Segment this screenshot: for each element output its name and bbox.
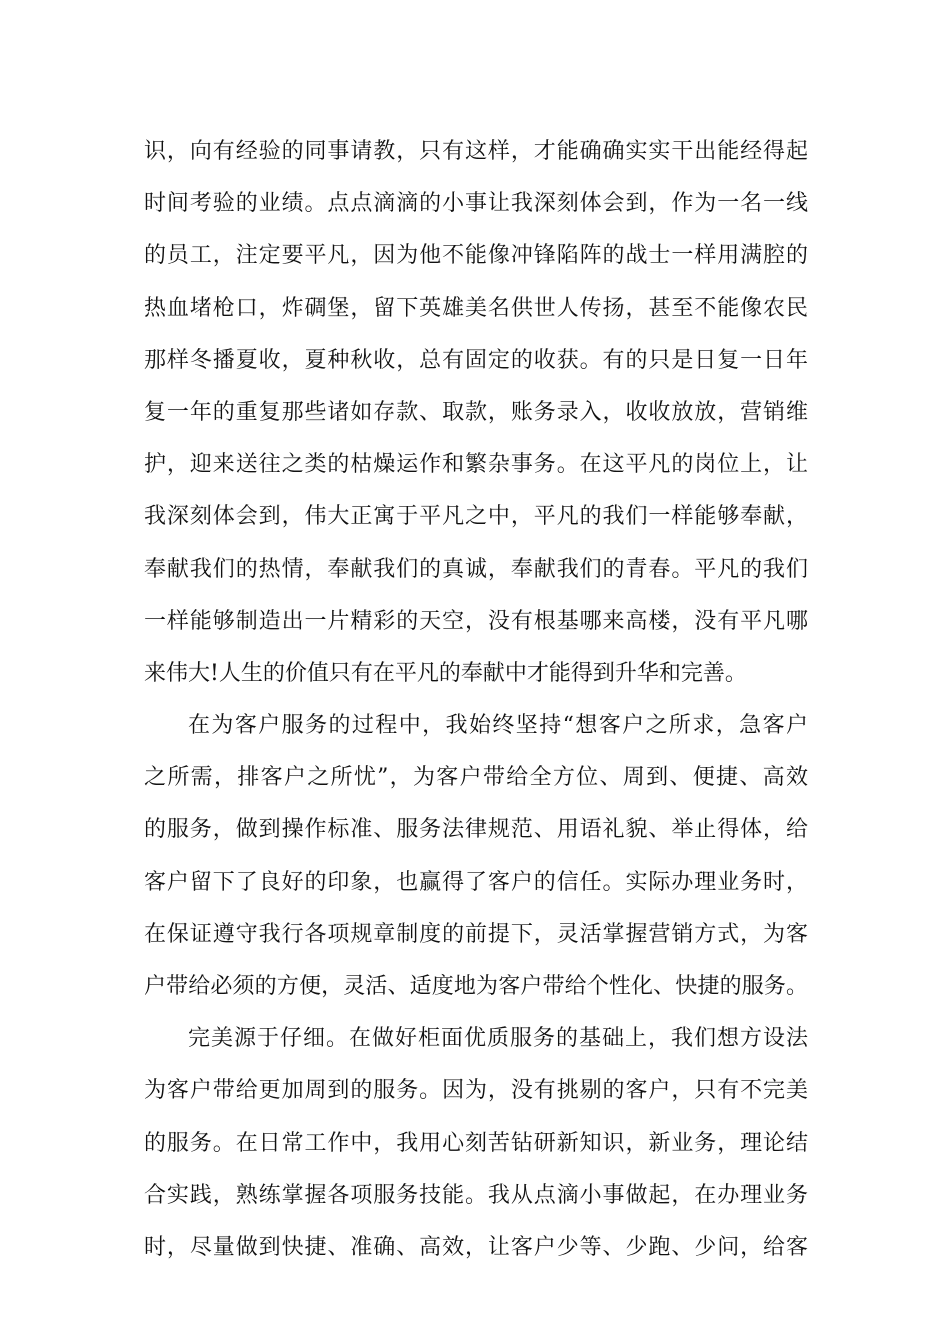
body-text: [144, 126, 808, 1274]
text-line: 客户留下了良好的印象，也赢得了客户的信任。实际办理业务时，: [144, 869, 808, 895]
text-line: 在保证遵守我行各项规章制度的前提下，灵活掌握营销方式，为客: [144, 921, 808, 947]
text-line: 护，迎来送往之类的枯燥运作和繁杂事务。在这平凡的岗位上，让: [144, 452, 808, 478]
text-line: 的员工，注定要平凡，因为他不能像冲锋陷阵的战士一样用满腔的: [144, 243, 808, 269]
text-line: 热血堵枪口，炸碉堡，留下英雄美名供世人传扬，甚至不能像农民: [144, 295, 808, 321]
text-line: 复一年的重复那些诸如存款、取款，账务录入，收收放放，营销维: [144, 399, 808, 425]
text-line: 为客户带给更加周到的服务。因为，没有挑剔的客户，只有不完美: [144, 1078, 808, 1104]
text-line: 一样能够制造出一片精彩的天空，没有根基哪来高楼，没有平凡哪: [144, 608, 808, 634]
text-line: 时间考验的业绩。点点滴滴的小事让我深刻体会到，作为一名一线: [144, 191, 808, 217]
text-line: 之所需，排客户之所忧”，为客户带给全方位、周到、便捷、高效: [144, 765, 808, 791]
text-line: 奉献我们的热情，奉献我们的真诚，奉献我们的青春。平凡的我们: [144, 556, 808, 582]
text-line: 我深刻体会到，伟大正寓于平凡之中，平凡的我们一样能够奉献，: [144, 504, 808, 530]
text-line: 来伟大!人生的价值只有在平凡的奉献中才能得到升华和完善。: [144, 660, 747, 686]
text-line: 时，尽量做到快捷、准确、高效，让客户少等、少跑、少问，给客: [144, 1234, 808, 1260]
paragraph-first-line: 完美源于仔细。在做好柜面优质服务的基础上，我们想方设法: [188, 1026, 808, 1052]
text-line: 识，向有经验的同事请教，只有这样，才能确确实实干出能经得起: [144, 139, 808, 164]
text-line: 户带给必须的方便，灵活、适度地为客户带给个性化、快捷的服务。: [144, 974, 808, 999]
text-line: 的服务。在日常工作中，我用心刻苦钻研新知识，新业务，理论结: [144, 1130, 808, 1156]
paragraph-first-line: 在为客户服务的过程中，我始终坚持“想客户之所求，急客户: [188, 713, 808, 739]
text-line: 的服务，做到操作标准、服务法律规范、用语礼貌、举止得体，给: [144, 817, 808, 843]
text-line: 合实践，熟练掌握各项服务技能。我从点滴小事做起，在办理业务: [144, 1182, 808, 1208]
text-line: 那样冬播夏收，夏种秋收，总有固定的收获。有的只是日复一日年: [144, 347, 808, 373]
